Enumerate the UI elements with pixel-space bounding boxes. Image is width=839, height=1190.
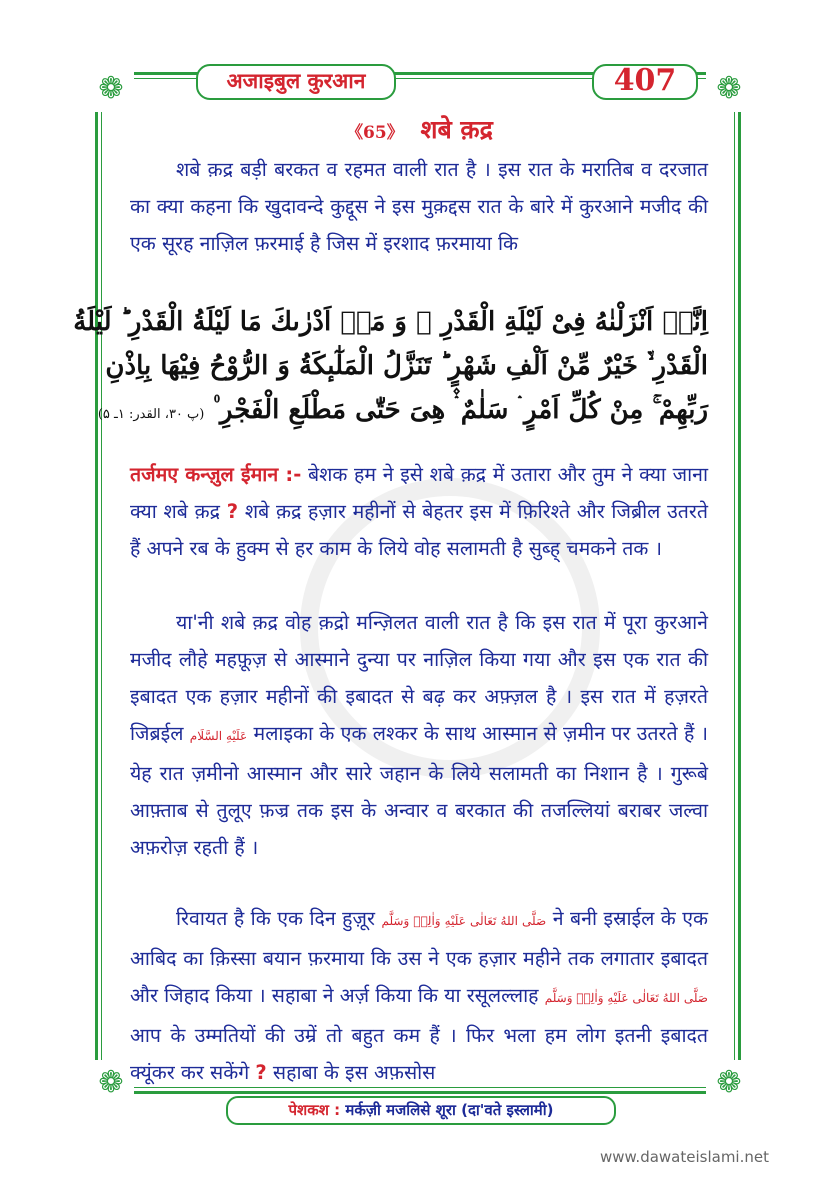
honorific-text: صَلَّى اللهُ تَعَالٰى عَلَيْهِ وَاٰلِهٖ وَسَلَّم [544,991,708,1005]
honorific-text: عَلَیْهِ السَّلَام [189,729,248,743]
presenter-name: मर्कज़ी मजलिसे शूरा (दा'वते इस्लामी) [345,1101,554,1119]
question-mark: ? [226,500,239,523]
book-title: अजाइबुल कुरआन [196,64,396,100]
verse-reference: (پ ۳۰، القدر: ۱ـ ۵) [97,407,205,422]
body-paragraph [130,900,708,1091]
verse-line: الْقَدْرِ ۙ۬ خَیْرٌ مِّنْ اَلْفِ شَهْرٍ ؕ تَنَزَّلُ الْمَلٰٓىٕكَةُ وَ الرُّوْحُ فِیْهَا بِاِذْنِ [105,351,708,381]
paragraph-text: सहाबा के इस अफ़सोस [272,1061,436,1084]
corner-ornament-icon: ❁ [88,1060,134,1106]
corner-ornament-icon: ❁ [88,66,134,112]
honorific-text: صَلَّى اللهُ تَعَالٰى عَلَيْهِ وَاٰلِهٖ وَسَلَّم [381,914,547,928]
translation-text: शबे क़द्र हज़ार महीनों से बेहतर इस में फ़िरिश्ते और जिब्रील उतरते हैं अपने रब के हुक्म से हर काम के लिये वोह सलामती है सुब्ह् चमकने तक । [130,500,708,560]
translation-paragraph [130,456,708,567]
website-link[interactable]: www.dawateislami.net [600,1148,769,1166]
verse-line [97,388,708,437]
quran-verse [73,300,708,437]
paragraph-text: रिवायत है कि एक दिन हुज़ूर [176,907,375,930]
chapter-heading [0,112,839,146]
verse-text: رَبِّهِمْ ۚ مِنْ كُلِّ اَمْرٍ ۛ سَلٰمٌ ۛ۫ هِیَ حَتّٰى مَطْلَعِ الْفَجْرِ ۠ [213,395,708,425]
chapter-number: 《65》 [346,123,404,143]
paragraph-text: या'नी शबे क़द्र वोह क़द्रो मन्ज़िलत वाली रात है कि इस रात में पूरा कुरआने मजीद लौहे महफ़ूज़ से आस्माने दुन्या पर नाज़िल किया गया और इस एक रात की इबादत एक हज़ार महीनों की इबादत से बढ़ कर अफ़्ज़ल है । इस रात में हज़रते जिब्रईल [130,611,708,745]
intro-paragraph: शबे क़द्र बड़ी बरकत व रहमत वाली रात है । इस रात के मरातिब व दरजात का क्या कहना कि खुदावन्दे कुद्दूस ने इस मुक़द्दस रात के बारे में कुरआने मजीद की एक सूरह नाज़िल फ़रमाई है जिस में इरशाद फ़रमाया कि [130,158,708,255]
chapter-title: शबे क़द्र [420,115,493,144]
translation-label: तर्जमए कन्ज़ुल ईमान :- [130,463,302,486]
body-paragraph [130,604,708,866]
paragraph-text: आप के उम्मतियों की उम्रें तो बहुत कम हैं । फिर भला हम लोग इतनी इबादत क्यूंकर कर सकेंगे [130,1024,708,1084]
paragraph-text: ने बनी इस्राईल के एक आबिद का क़िस्सा बयान फ़रमाया कि उस ने एक हज़ार महीने तक लगातार इबादत और जिहाद किया । सहाबा ने अर्ज़ किया कि या रसूलल्लाह [130,907,709,1007]
page-number: 407 [592,64,698,100]
translation-text: बेशक हम ने इसे शबे क़द्र में उतारा और तुम ने क्या जाना क्या शबे क़द्र [130,463,708,523]
question-mark: ? [255,1061,267,1084]
presenter-label: पेशकश : [288,1101,341,1119]
footer-presenter [226,1096,616,1125]
corner-ornament-icon: ❁ [706,1060,752,1106]
verse-line: اِنَّاۤ اَنْزَلْنٰهُ فِیْ لَیْلَةِ الْقَدْرِ ۚ وَ مَاۤ اَدْرٰىكَ مَا لَیْلَةُ الْقَدْرِ ؕ لَیْلَةُ [73,307,708,337]
corner-ornament-icon: ❁ [706,66,752,112]
paragraph-text: मलाइका के एक लश्कर के साथ आस्मान से ज़मीन पर उतरते हैं । येह रात ज़मीनो आस्मान और सारे जहान के लिये सलामती का निशान है । गुरूबे आफ़्ताब से तुलूए फ़ज्र तक इस के अन्वार व बरकात की तजल्लियां बराबर जल्वा अफ़रोज़ रहती हैं । [130,722,709,859]
